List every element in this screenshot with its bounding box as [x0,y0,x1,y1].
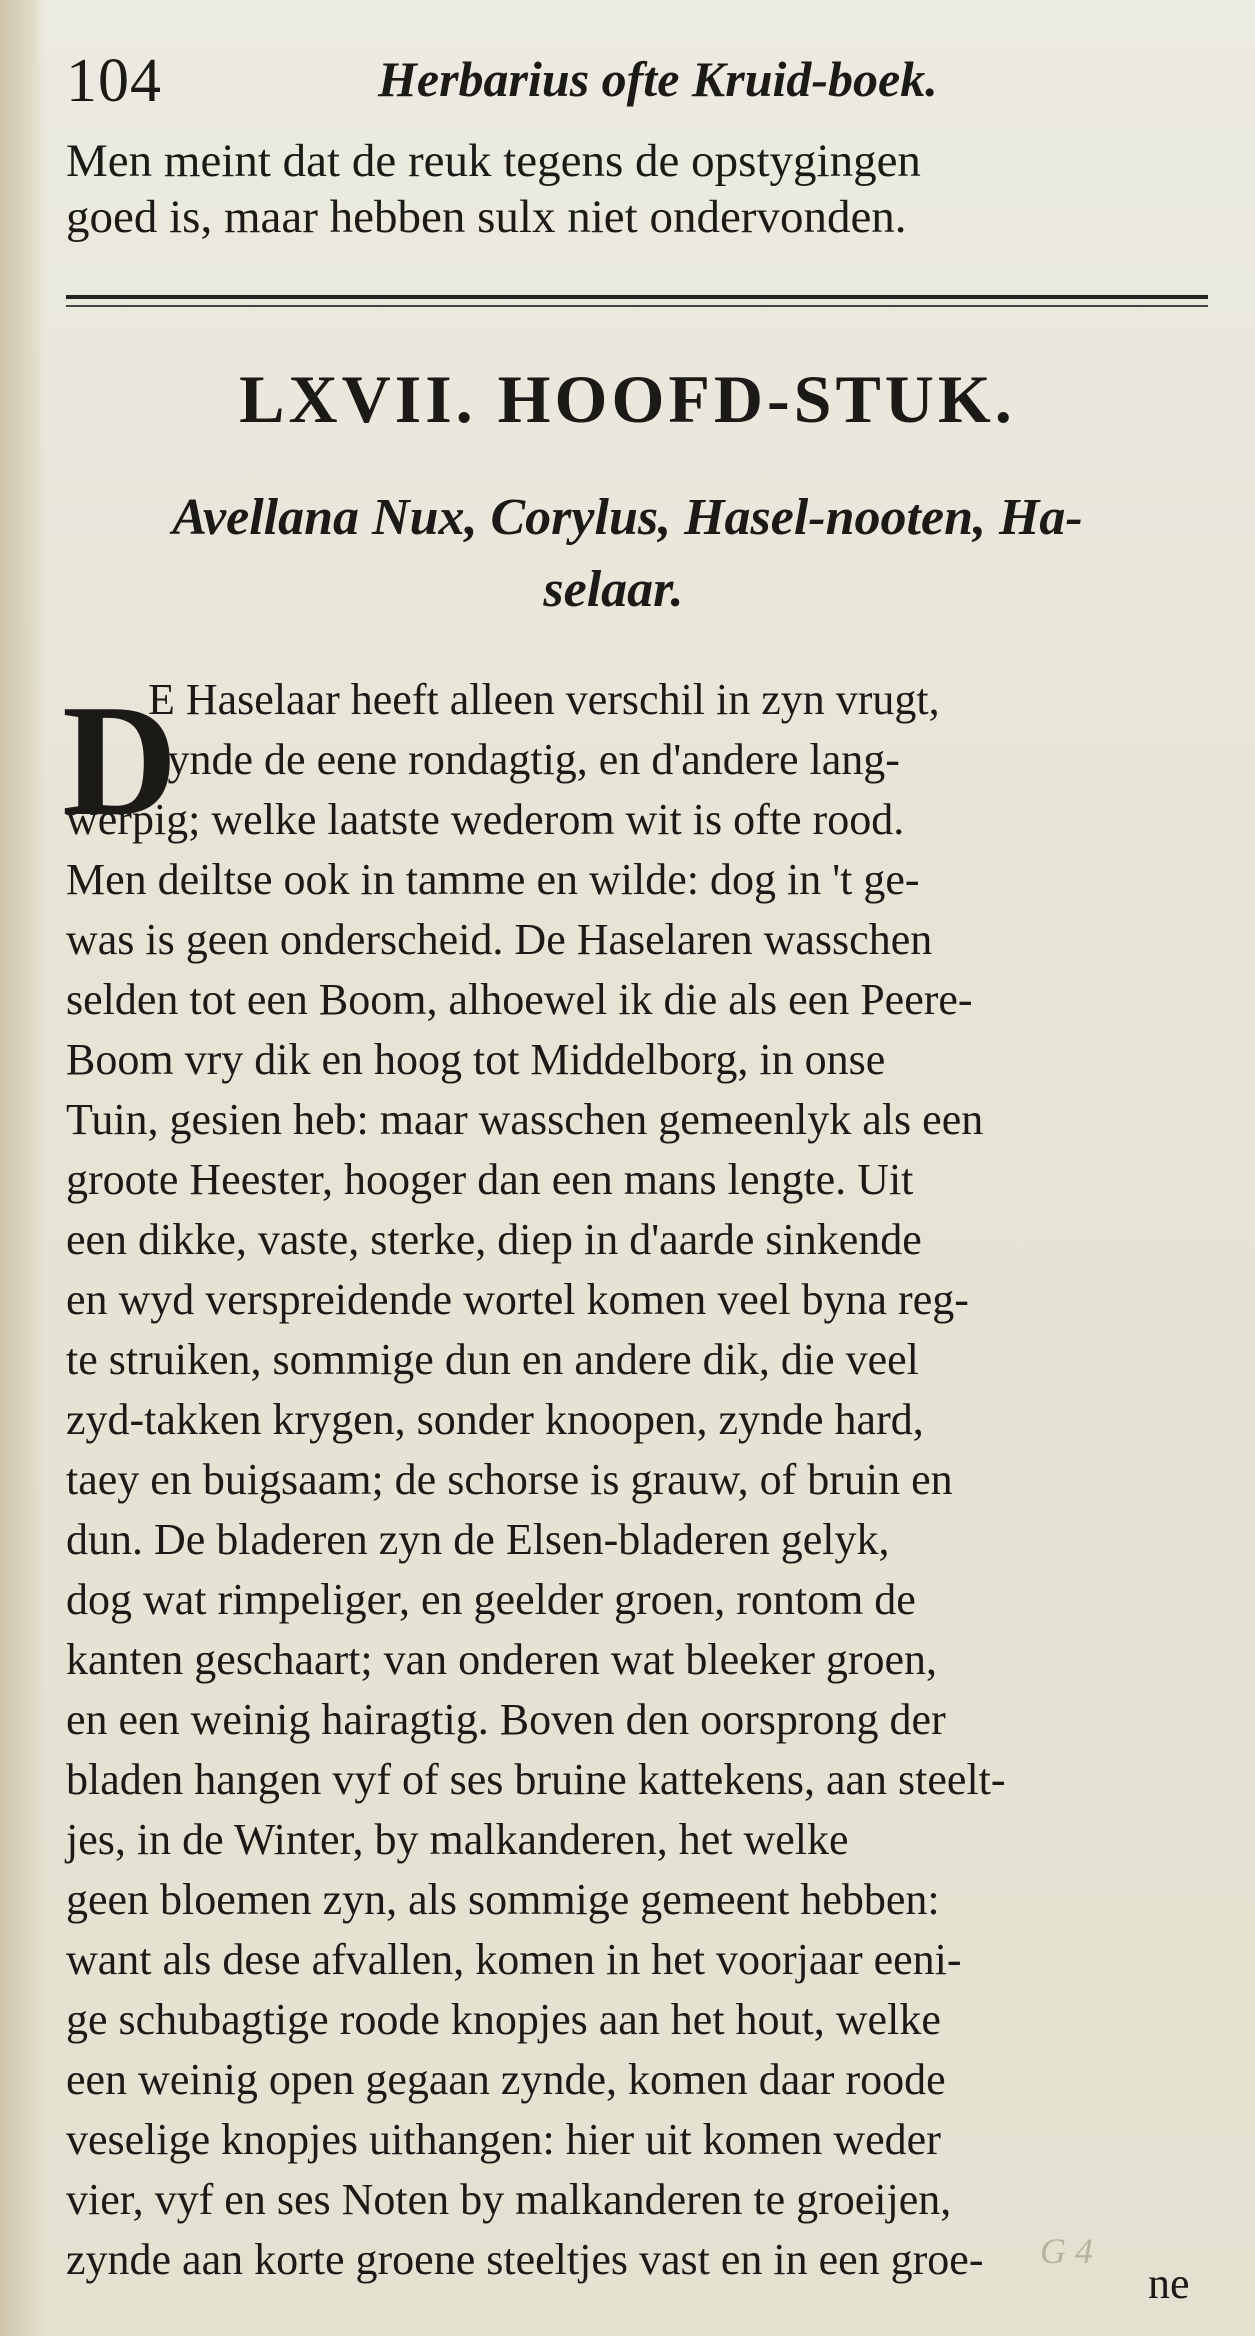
chapter-title: LXVII. HOOFD-STUK. [239,361,1016,437]
page-header [66,44,1216,124]
body-line: bladen hangen vyf of ses bruine kattekens, aan steelt- [66,1755,1006,1804]
running-title: Herbarius ofte Kruid-boek. [378,51,938,107]
section-rule [66,295,1208,299]
body-line: veselige knopjes uithangen: hier uit komen weder [66,2115,941,2164]
drop-cap: D [62,671,178,849]
body-line: dun. De bladeren zyn de Elsen-bladeren gelyk, [66,1515,890,1564]
body-line: groote Heester, hooger dan een mans lengte. Uit [66,1155,914,1204]
intro-line: goed is, maar hebben sulx niet ondervonden. [66,191,907,243]
body-line: ge schubagtige roode knopjes aan het hout, welke [66,1995,941,2044]
body-line: kanten geschaart; van onderen wat bleeker groen, [66,1635,938,1684]
body-line: selden tot een Boom, alhoewel ik die als een Peere- [66,975,973,1024]
chapter-subtitle: selaar. [543,561,684,618]
intro-line: Men meint dat de reuk tegens de opstygingen [66,135,921,187]
body-line: zyd-takken krygen, sonder knoopen, zynde hard, [66,1395,924,1444]
body-line: zynde de eene rondagtig, en d'andere lang- [148,735,900,784]
body-line: Tuin, gesien heb: maar wasschen gemeenlyk als een [66,1095,984,1144]
body-line: en een weinig hairagtig. Boven den oorsprong der [66,1695,946,1744]
section-rule-thin [66,305,1208,307]
body-line: werpig; welke laatste wederom wit is ofte rood. [66,795,905,844]
signature-mark: G 4 [1040,2231,1093,2271]
body-line: Men deiltse ook in tamme en wilde: dog in 't ge- [66,855,920,904]
body-line: want als dese afvallen, komen in het voorjaar eeni- [66,1935,962,1984]
body-line: Boom vry dik en hoog tot Middelborg, in onse [66,1035,886,1084]
body-line: E Haselaar heeft alleen verschil in zyn vrugt, [148,675,940,724]
body-line: dog wat rimpeliger, en geelder groen, rontom de [66,1575,916,1624]
body-line: te struiken, sommige dun en andere dik, die veel [66,1335,919,1384]
body-line: een weinig open gegaan zynde, komen daar roode [66,2055,946,2104]
body-line: zynde aan korte groene steeltjes vast en in een groe- [66,2235,984,2284]
body-line: en wyd verspreidende wortel komen veel byna reg- [66,1275,969,1324]
body-line: geen bloemen zyn, als sommige gemeent hebben: [66,1875,940,1924]
body-line: een dikke, vaste, sterke, diep in d'aarde sinkende [66,1215,922,1264]
body-line: vier, vyf en ses Noten by malkanderen te groeijen, [66,2175,952,2224]
catchword: ne [1148,2259,1190,2308]
chapter-subtitle: Avellana Nux, Corylus, Hasel-nooten, Ha- [172,489,1083,546]
body-line: was is geen onderscheid. De Haselaren wasschen [66,915,933,964]
body-line: jes, in de Winter, by malkanderen, het welke [66,1815,849,1864]
page-number: 104 [66,47,162,115]
page-gutter [0,0,46,2336]
body-line: taey en buigsaam; de schorse is grauw, of bruin en [66,1455,953,1504]
